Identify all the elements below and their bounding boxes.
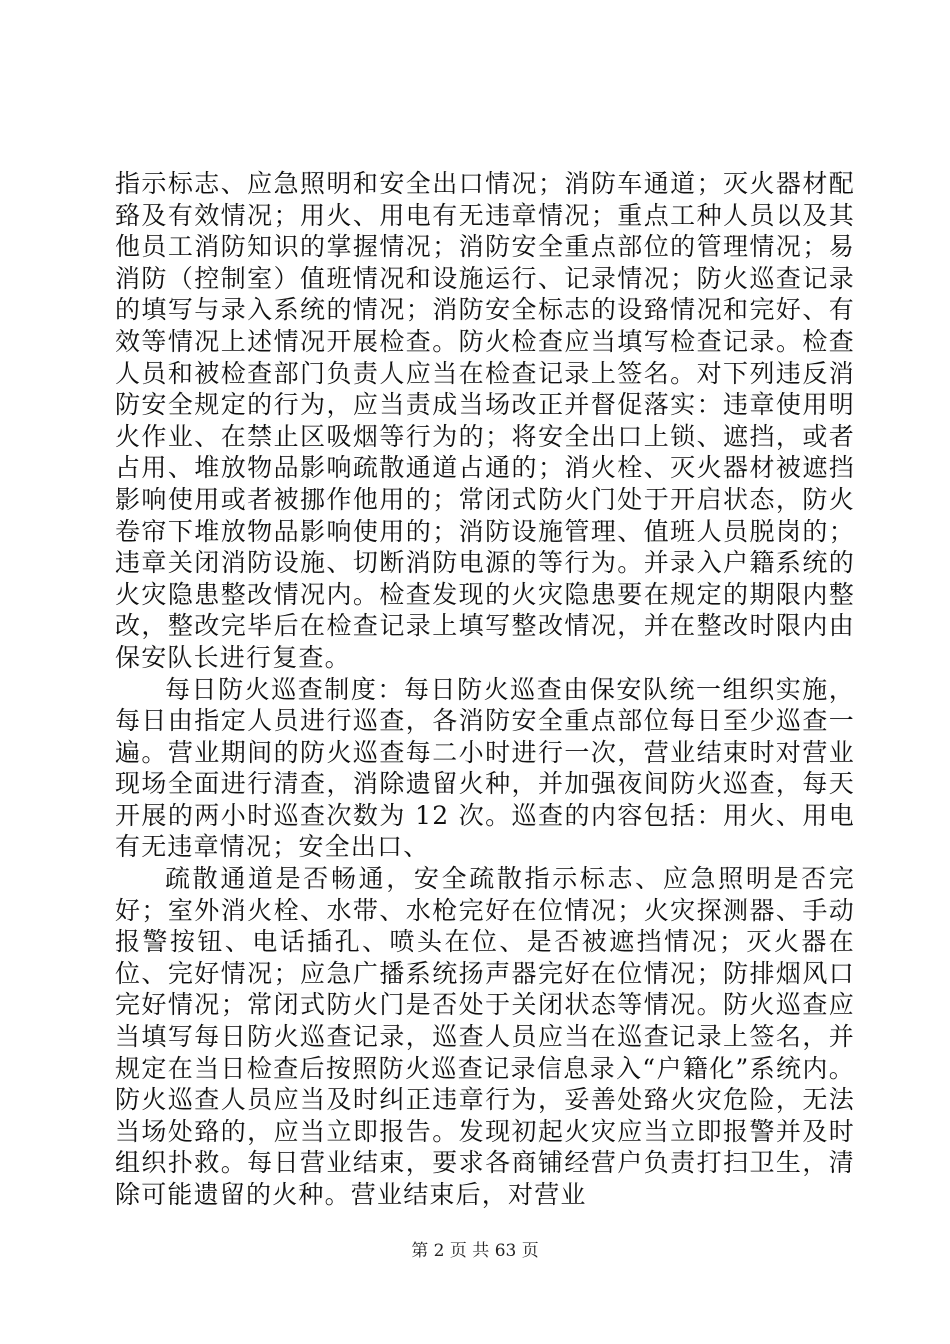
paragraph-evacuation-check: 疏散通道是否畅通，安全疏散指示标志、应急照明是否完好；室外消火栓、水带、水枪完好在位情况；火灾探测器、手动报警按钮、电话插孔、喷头在位、是否被遮挡情况；灭火器在位、完好情况；应急广播系统扬声器完好在位情况；防排烟风口完好情况；常闭式防火门是否处于关闭状态等情况。防火巡查应当填写每日防火巡查记录，巡查人员应当在巡查记录上签名，并规定在当日检查后按照防火巡查记录信息录入“户籍化”系统内。防火巡查人员应当及时纠正违章行为，妥善处臵火灾危险，无法当场处臵的，应当立即报告。发现初起火灾应当立即报警并及时组织扑救。每日营业结束，要求各商铺经营户负责打扫卫生，清除可能遗留的火种。营业结束后，对营业 xyxy=(115,864,855,1209)
document-body xyxy=(115,168,855,1211)
paragraph-daily-patrol-system: 每日防火巡查制度：每日防火巡查由保安队统一组织实施，每日由指定人员进行巡查，各消防安全重点部位每日至少巡查一遍。营业期间的防火巡查每二小时进行一次，营业结束时对营业现场全面进行清查，消除遗留火种，并加强夜间防火巡查，每天开展的两小时巡查次数为 12 次。巡查的内容包括：用火、用电有无违章情况；安全出口、 xyxy=(115,674,855,862)
page-number-footer: 第 2 页 共 63 页 xyxy=(411,1241,539,1261)
paragraph-inspection-items: 指示标志、应急照明和安全出口情况；消防车通道；灭火器材配臵及有效情况；用火、用电有无违章情况；重点工种人员以及其他员工消防知识的掌握情况；消防安全重点部位的管理情况；易消防（控制室）值班情况和设施运行、记录情况；防火巡查记录的填写与录入系统的情况；消防安全标志的设臵情况和完好、有效等情况上述情况开展检查。防火检查应当填写检查记录。检查人员和被检查部门负责人应当在检查记录上签名。对下列违反消防安全规定的行为，应当责成当场改正并督促落实：违章使用明火作业、在禁止区吸烟等行为的；将安全出口上锁、遮挡，或者占用、堆放物品影响疏散通道占通的；消火栓、灭火器材被遮挡影响使用或者被挪作他用的；常闭式防火门处于开启状态，防火卷帘下堆放物品影响使用的；消防设施管理、值班人员脱岗的；违章关闭消防设施、切断消防电源的等行为。并录入户籍系统的火灾隐患整改情况内。检查发现的火灾隐患要在规定的期限内整改，整改完毕后在检查记录上填写整改情况，并在整改时限内由保安队长进行复查。 xyxy=(115,169,855,672)
